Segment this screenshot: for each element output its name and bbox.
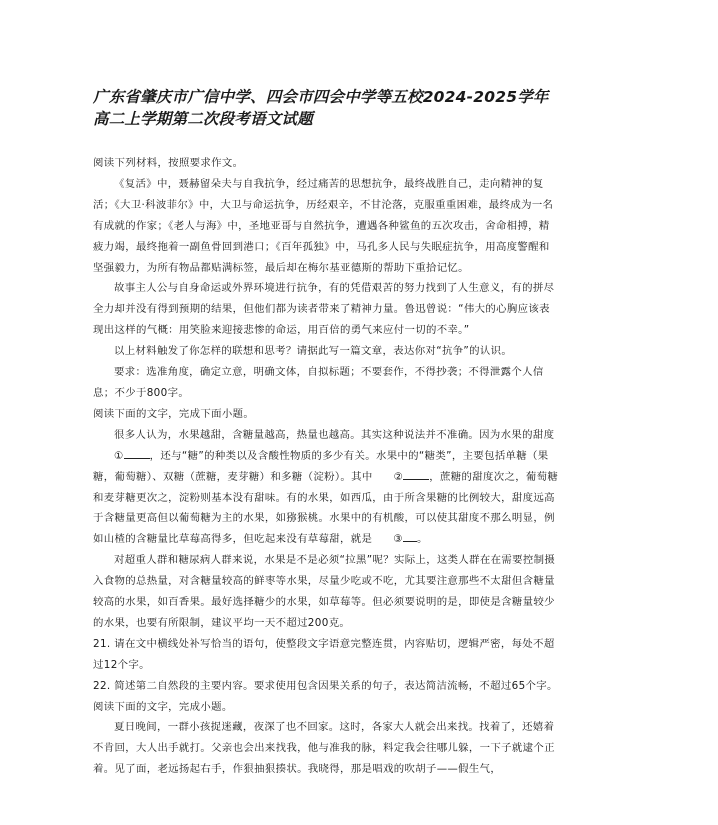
blank-marker-3: ③ (393, 533, 403, 546)
section2-paragraph-2: 对超重人群和糖尿病人群来说，水果是不是必须“拉黑”呢？实际上，这类人群在在需要控制摄入食物的总热量，对含糖量较高的鲜枣等水果，尽量少吃或不吃，尤其要注意那些不太甜但含糖量较高的水果，如百香果。最好选择糖少的水果，如草莓等。但必须要说明的是，即使是含糖量较少的水果，也要有所限制，建议平均一天不超过200克。 (93, 554, 556, 629)
section2-paragraph-1-part-d: 。 (416, 533, 428, 546)
section1-paragraph-3: 以上材料触发了你怎样的联想和思考？请据此写一篇文章，表达你对“抗争”的认识。 (114, 345, 513, 358)
section1-instruction: 阅读下列材料，按照要求作文。 (93, 157, 244, 169)
blank-marker-1: ① (114, 449, 124, 462)
section1-paragraph-1: 《复活》中，聂赫留朵夫与自我抗争，经过痛苦的思想抗争，最终战胜自己，走向精神的复活；《大卫·科波菲尔》中，大卫与命运抗争，历经艰辛，不甘沦落，克服重重困难，最终成为一名有成就的作家；《老人与海》中，圣地亚哥与自然抗争，遭遇各种鲨鱼的五次攻击，舍命相搏，精疲力竭，最终拖着一副鱼骨回到港口；《百年孤独》中，马孔多人民与失眠症抗争，用高度警醒和坚强毅力，为所有物品都贴满标签，最后却在梅尔基亚德斯的帮助下重拾记忆。 (93, 177, 554, 274)
section1-paragraph-4: 要求：选准角度，确定立意，明确文体，自拟标题；不要套作，不得抄袭；不得泄露个人信息；不少于800字。 (93, 366, 544, 399)
document-body (93, 153, 559, 780)
blank-marker-2: ② (393, 470, 404, 483)
section2-instruction: 阅读下面的文字，完成下面小题。 (93, 407, 255, 420)
section3-paragraph-1: 夏日晚间，一群小孩捉迷藏，夜深了也不回家。这时，各家大人就会出来找。找着了，还嬉着不肯回，大人出手就打。父亲也会出来找我，他与准我的脉，料定我会往哪儿躲，一下子就逮个正着。见了面，老远扬起右手，作狠抽狠揍状。我晓得，那是唱戏的吹胡子——假生气， (93, 721, 555, 776)
section2-paragraph-1-part-a: 很多人认为，水果越甜，含糖量越高，热量也越高。其实这种说法并不准确。因为水果的甜度 (114, 428, 555, 441)
section2-paragraph-1-part-c: ，蔗糖的甜度次之，葡萄糖和麦芽糖更次之，淀粉则基本没有甜味。有的水果，如西瓜，由于所含果糖的比例较大，甜度远高于含糖量更高但以葡萄糖为主的水果，如猕猴桃。水果中的有机酸，可以使其甜度不那么明显，例如山楂的含糖量比草莓高得多，但吃起来没有草莓甜，就是 (93, 470, 559, 546)
fill-blank-3 (403, 531, 417, 542)
question-21: 21. 请在文中横线处补写恰当的语句，使整段文字语意完整连贯，内容贴切，逻辑严密，每处不超过12个字。 (93, 637, 555, 671)
fill-blank-2 (403, 469, 429, 480)
document-title: 广东省肇庆市广信中学、四会市四会中学等五校2024-2025学年高二上学期第二次段考语文试题 (93, 88, 549, 128)
question-22: 22. 简述第二自然段的主要内容。要求使用包含因果关系的句子，表达简洁流畅，不超过65个字。 (93, 679, 558, 692)
section3-instruction: 阅读下面的文字，完成小题。 (93, 700, 233, 713)
section2-paragraph-1-part-b: ，还与“糖”的种类以及含酸性物质的多少有关。水果中的“糖类”，主要包括单糖（果糖，葡萄糖）、双糖（蔗糖，麦芽糖）和多糖（淀粉）。其中 (93, 449, 549, 483)
section1-paragraph-2: 故事主人公与自身命运或外界环境进行抗争，有的凭借艰苦的努力找到了人生意义，有的拼尽全力却并没有得到预期的结果，但他们都为读者带来了精神力量。鲁迅曾说：“伟大的心胸应该表现出这样的气概：用笑脸来迎接悲惨的命运，用百倍的勇气来应付一切的不幸。” (93, 282, 555, 337)
fill-blank-1 (124, 448, 150, 459)
section2-paragraph-1 (93, 425, 559, 550)
